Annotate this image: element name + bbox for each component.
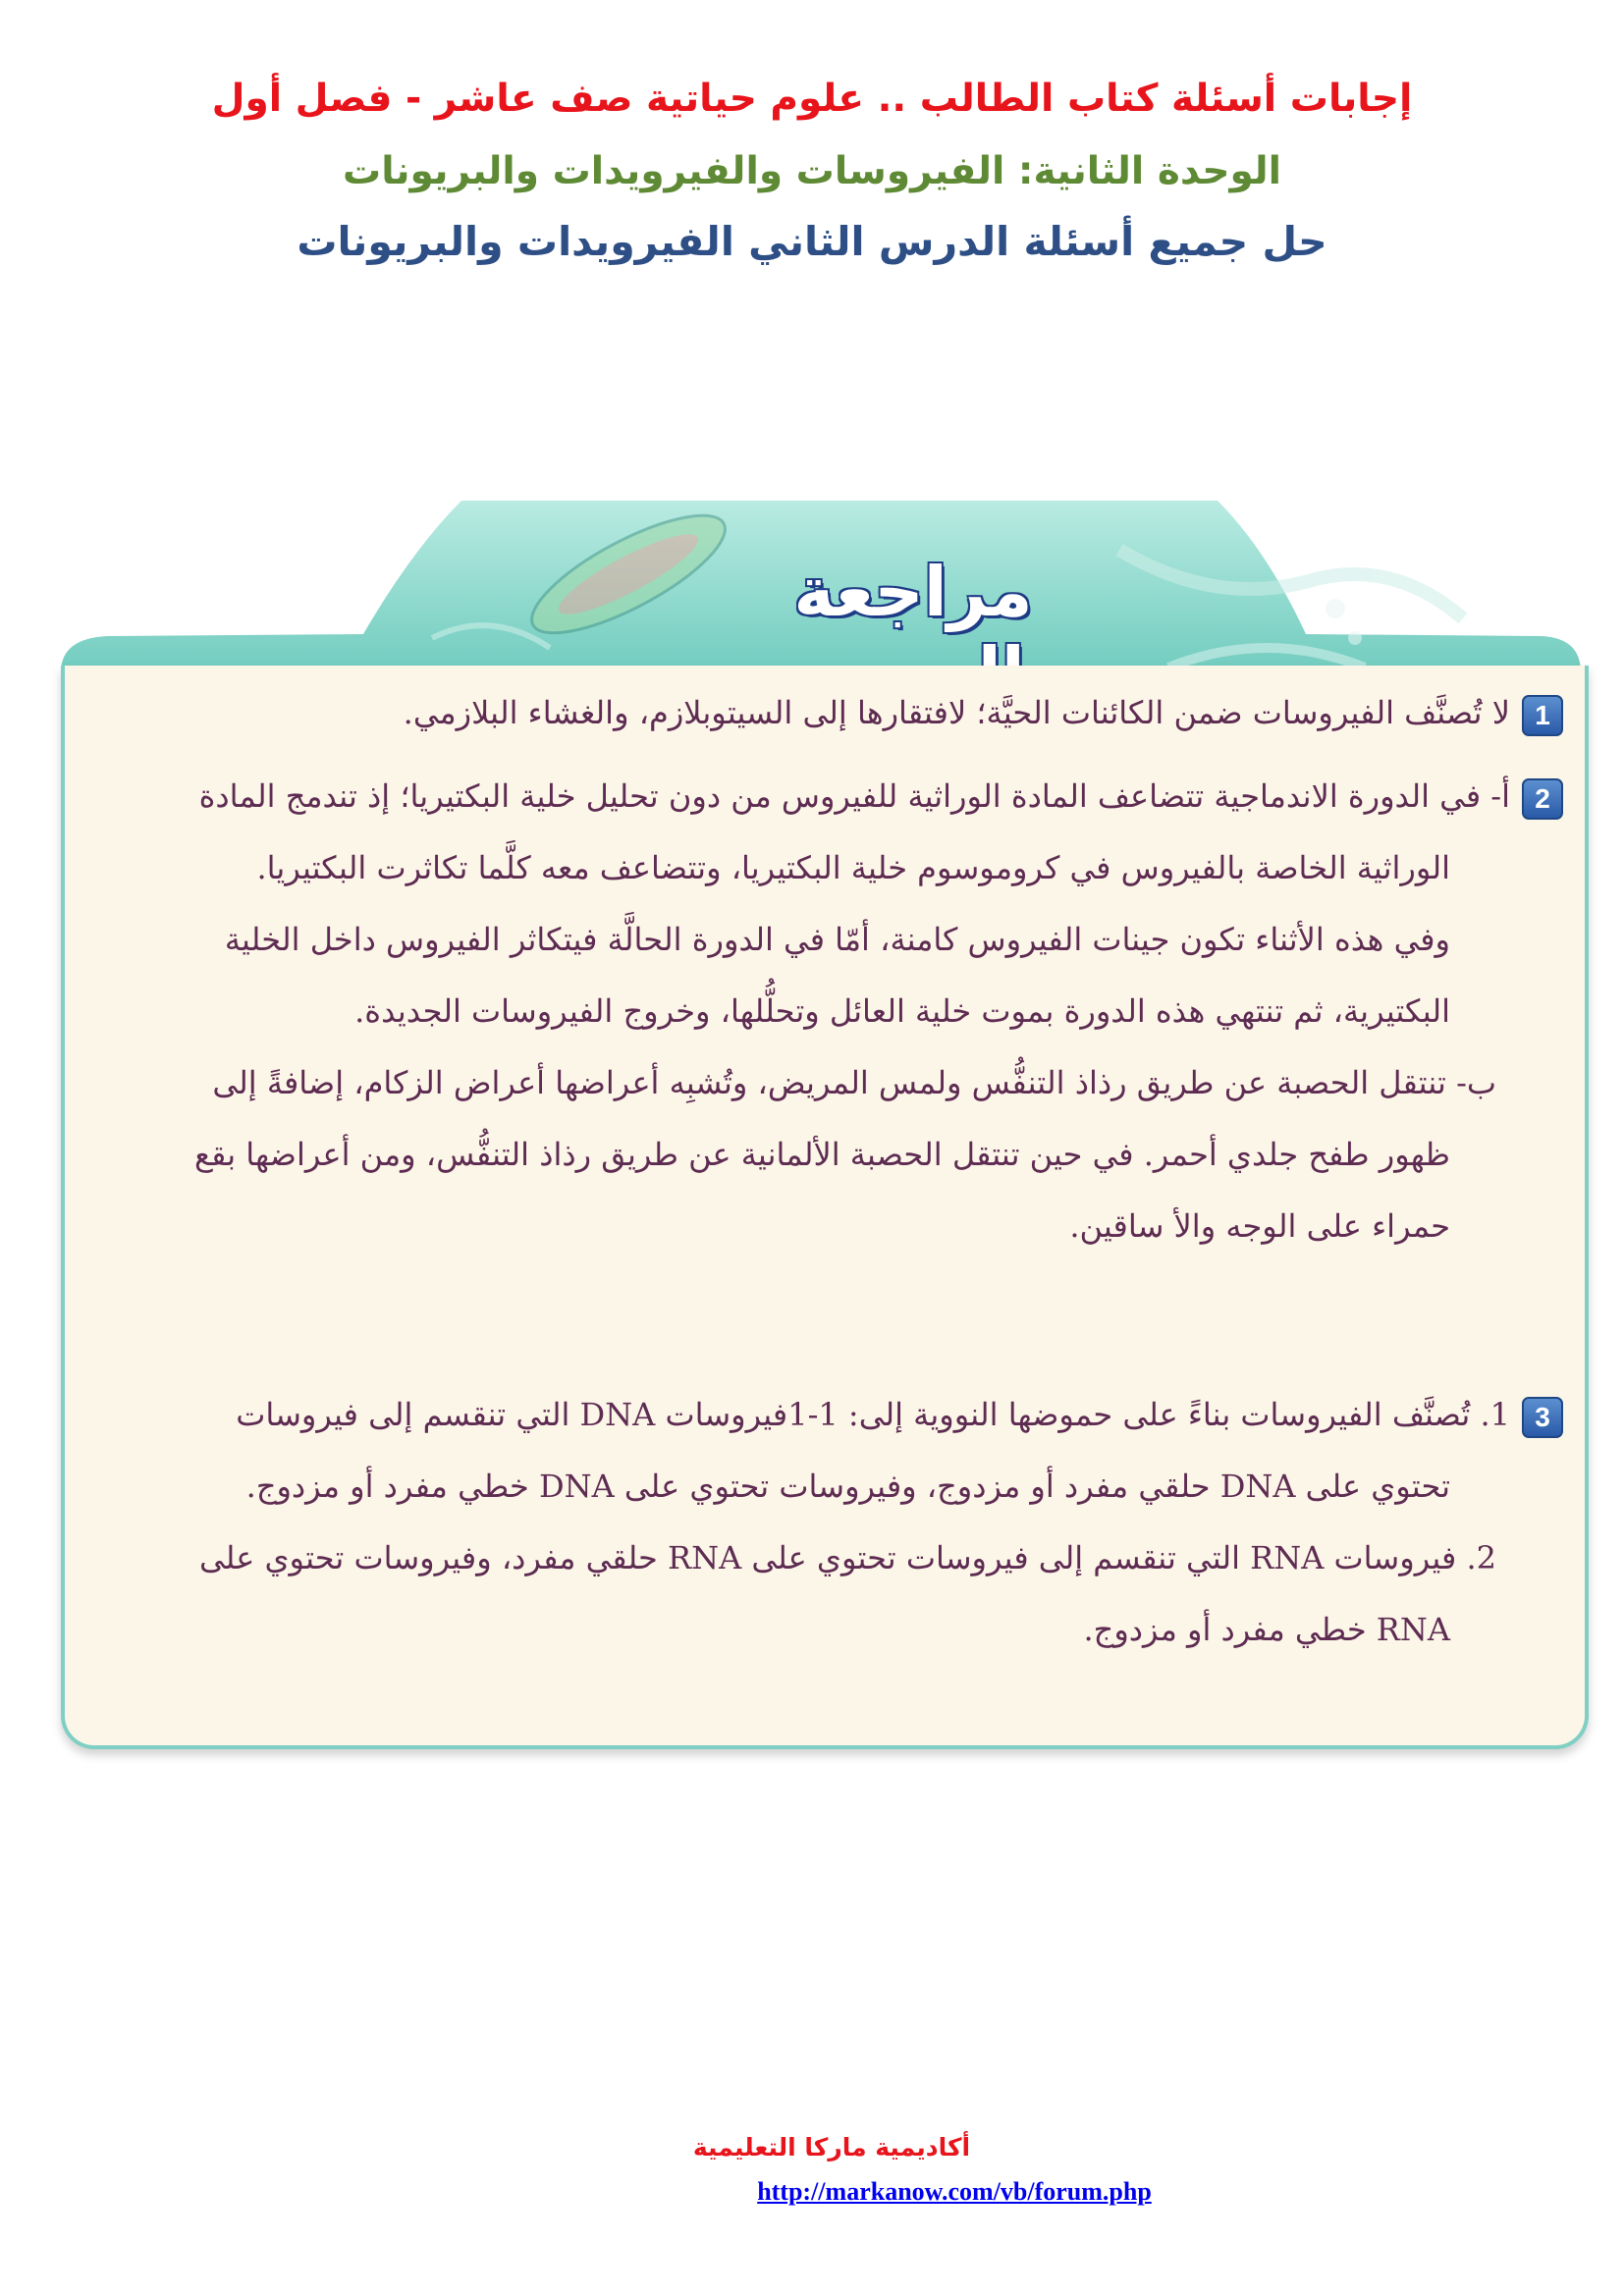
q2-line-2: الوراثية الخاصة بالفيروس في كروموسوم خلية البكتيريا، وتتضاعف معه كلَّما تكاثرت البكتيريا.: [256, 849, 1450, 886]
q3-line-3: 2. فيروسات RNA التي تنقسم إلى فيروسات تحتوي على RNA حلقي مفرد، وفيروسات تحتوي على: [198, 1539, 1496, 1576]
q3-line-4: RNA خطي مفرد أو مزدوج.: [1083, 1611, 1450, 1648]
q2-line-3: وفي هذه الأثناء تكون جينات الفيروس كامنة، أمّا في الدورة الحالَّة فيتكاثر الفيروس داخل الخلية: [224, 921, 1450, 958]
q2-line-7: حمراء على الوجه والأ ساقين.: [1069, 1207, 1450, 1245]
footer-academy-name: أكاديمية ماركا التعليمية: [692, 2133, 971, 2162]
lesson-title: حل جميع أسئلة الدرس الثاني الفيرويدات والبريونات: [297, 218, 1327, 265]
q2-line-4: البكتيرية، ثم تنتهي هذه الدورة بموت خلية العائل وتحلُّلها، وخروج الفيروسات الجديدة.: [354, 992, 1450, 1030]
q3-line-1: 1. تُصنَّف الفيروسات بناءً على حموضها النووية إلى: 1-1فيروسات DNA التي تنقسم إلى فيروسات: [236, 1396, 1510, 1433]
review-title: مراجعة: [793, 552, 1033, 632]
footer-forum-link[interactable]: http://markanow.com/vb/forum.php: [757, 2177, 1152, 2206]
question-number-badge: 3: [1522, 1397, 1563, 1438]
q2-line-6: ظهور طفح جلدي أحمر. في حين تنتقل الحصبة الألمانية عن طريق رذاذ التنفُّس، ومن أعراضها بقع: [194, 1136, 1450, 1173]
q3-line-2: تحتوي على DNA حلقي مفرد أو مزدوج، وفيروسات تحتوي على DNA خطي مفرد أو مزدوج.: [245, 1468, 1450, 1505]
question-2: [71, 761, 1563, 1262]
question-number-badge: 1: [1522, 695, 1563, 736]
question-1: [71, 677, 1563, 749]
q2-line-1: أ- في الدورة الاندماجية تتضاعف المادة الوراثية للفيروس من دون تحليل خلية البكتيريا؛ إذ تندمج المادة: [198, 777, 1510, 815]
q1-line-1: لا تُصنَّف الفيروسات ضمن الكائنات الحيَّة؛ لافتقارها إلى السيتوبلازم، والغشاء البلازمي.: [403, 694, 1510, 731]
lesson-review-card: [39, 491, 1583, 1757]
question-number-badge: 2: [1522, 778, 1563, 820]
q2-line-5: ب- تنتقل الحصبة عن طريق رذاذ التنفُّس ولمس المريض، وتُشبِه أعراضها أعراض الزكام، إضافةً إلى: [212, 1064, 1496, 1101]
question-3: [71, 1379, 1563, 1666]
unit-title: الوحدة الثانية: الفيروسات والفيرويدات والبريونات: [343, 149, 1281, 193]
page-title: إجابات أسئلة كتاب الطالب .. علوم حياتية صف عاشر - فصل أول: [211, 77, 1413, 121]
